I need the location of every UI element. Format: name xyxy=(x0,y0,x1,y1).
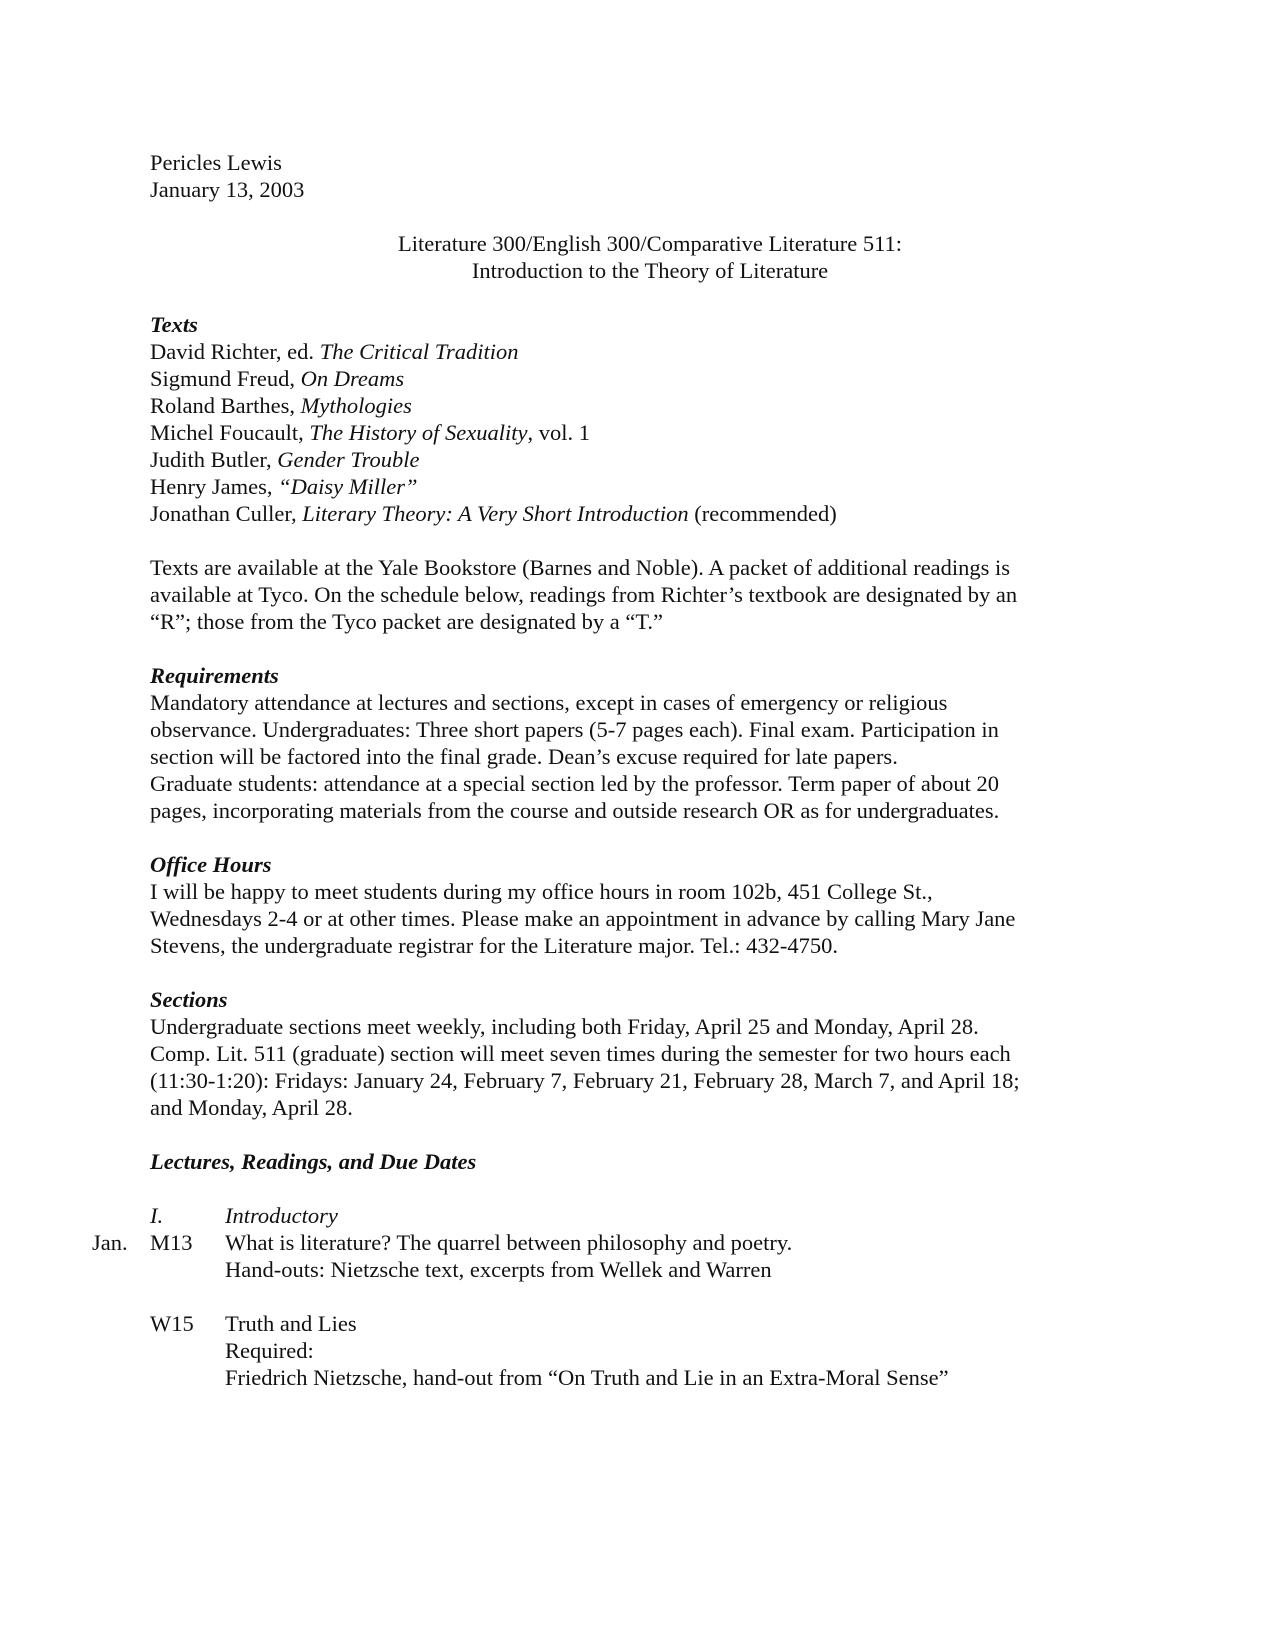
office-hours-section xyxy=(150,851,1150,959)
paragraph-line: Mandatory attendance at lectures and sections, except in cases of emergency or religious xyxy=(150,690,948,715)
session-row xyxy=(150,1337,1150,1364)
text-item: Sigmund Freud, On Dreams xyxy=(150,366,405,391)
text-item: Roland Barthes, Mythologies xyxy=(150,393,412,418)
text-item: Michel Foucault, The History of Sexuality, vol. 1 xyxy=(150,420,590,445)
session-row xyxy=(92,1229,1150,1256)
schedule-heading: Lectures, Readings, and Due Dates xyxy=(150,1149,477,1174)
session-line: What is literature? The quarrel between philosophy and poetry. xyxy=(225,1230,793,1255)
texts-section xyxy=(150,311,1150,527)
text-item: Henry James, “Daisy Miller” xyxy=(150,474,418,499)
paragraph-line: Stevens, the undergraduate registrar for the Literature major. Tel.: 432-4750. xyxy=(150,933,838,958)
schedule-section xyxy=(92,1148,1150,1391)
texts-availability-paragraph xyxy=(150,554,1150,635)
unit-number: I. xyxy=(150,1203,164,1228)
document-date: January 13, 2003 xyxy=(150,177,305,202)
session-row xyxy=(150,1364,1150,1391)
session-line: Friedrich Nietzsche, hand-out from “On Truth and Lie in an Extra-Moral Sense” xyxy=(225,1365,949,1390)
session-day: M13 xyxy=(150,1230,193,1255)
paragraph-line: Texts are available at the Yale Bookstore (Barnes and Noble). A packet of additional readings is xyxy=(150,555,1011,580)
paragraph-line: Undergraduate sections meet weekly, including both Friday, April 25 and Monday, April 28. xyxy=(150,1014,979,1039)
session-line: Truth and Lies xyxy=(225,1311,357,1336)
text-item: Judith Butler, Gender Trouble xyxy=(150,447,420,472)
paragraph-line: section will be factored into the final grade. Dean’s excuse required for late papers. xyxy=(150,744,898,769)
course-title-line-1: Literature 300/English 300/Comparative Literature 511: xyxy=(397,231,903,256)
paragraph-line: “R”; those from the Tyco packet are designated by a “T.” xyxy=(150,609,664,634)
paragraph-line: I will be happy to meet students during my office hours in room 102b, 451 College St., xyxy=(150,879,933,904)
requirements-heading: Requirements xyxy=(150,663,279,688)
session-month: Jan. xyxy=(92,1230,128,1255)
paragraph-line: observance. Undergraduates: Three short papers (5-7 pages each). Final exam. Participation in xyxy=(150,717,999,742)
session-row xyxy=(150,1256,1150,1283)
syllabus-page xyxy=(92,149,1150,1391)
text-item: David Richter, ed. The Critical Tradition xyxy=(150,339,519,364)
requirements-section xyxy=(150,662,1150,824)
sections-section xyxy=(150,986,1150,1121)
session-entry xyxy=(150,1310,1150,1391)
paragraph-line: and Monday, April 28. xyxy=(150,1095,353,1120)
session-entry xyxy=(92,1229,1150,1283)
texts-heading: Texts xyxy=(150,312,198,337)
unit-row xyxy=(150,1202,1150,1229)
session-line: Hand-outs: Nietzsche text, excerpts from Wellek and Warren xyxy=(225,1257,772,1282)
course-title-line-2: Introduction to the Theory of Literature xyxy=(471,258,829,283)
unit-title: Introductory xyxy=(225,1203,338,1228)
session-row xyxy=(150,1310,1150,1337)
session-day: W15 xyxy=(150,1311,194,1336)
author-name: Pericles Lewis xyxy=(150,150,282,175)
course-title xyxy=(150,230,1150,284)
paragraph-line: available at Tyco. On the schedule below, readings from Richter’s textbook are designated by an xyxy=(150,582,1018,607)
paragraph-line: Comp. Lit. 511 (graduate) section will meet seven times during the semester for two hours each xyxy=(150,1041,1011,1066)
session-line: Required: xyxy=(225,1338,314,1363)
paragraph-line: (11:30-1:20): Fridays: January 24, February 7, February 21, February 28, March 7, and April 18; xyxy=(150,1068,1020,1093)
sections-heading: Sections xyxy=(150,987,228,1012)
paragraph-line: Wednesdays 2-4 or at other times. Please make an appointment in advance by calling Mary Jane xyxy=(150,906,1016,931)
office-hours-heading: Office Hours xyxy=(150,852,272,877)
text-item: Jonathan Culler, Literary Theory: A Very Short Introduction (recommended) xyxy=(150,501,837,526)
paragraph-line: Graduate students: attendance at a special section led by the professor. Term paper of about 20 xyxy=(150,771,999,796)
paragraph-line: pages, incorporating materials from the course and outside research OR as for undergraduates. xyxy=(150,798,1000,823)
